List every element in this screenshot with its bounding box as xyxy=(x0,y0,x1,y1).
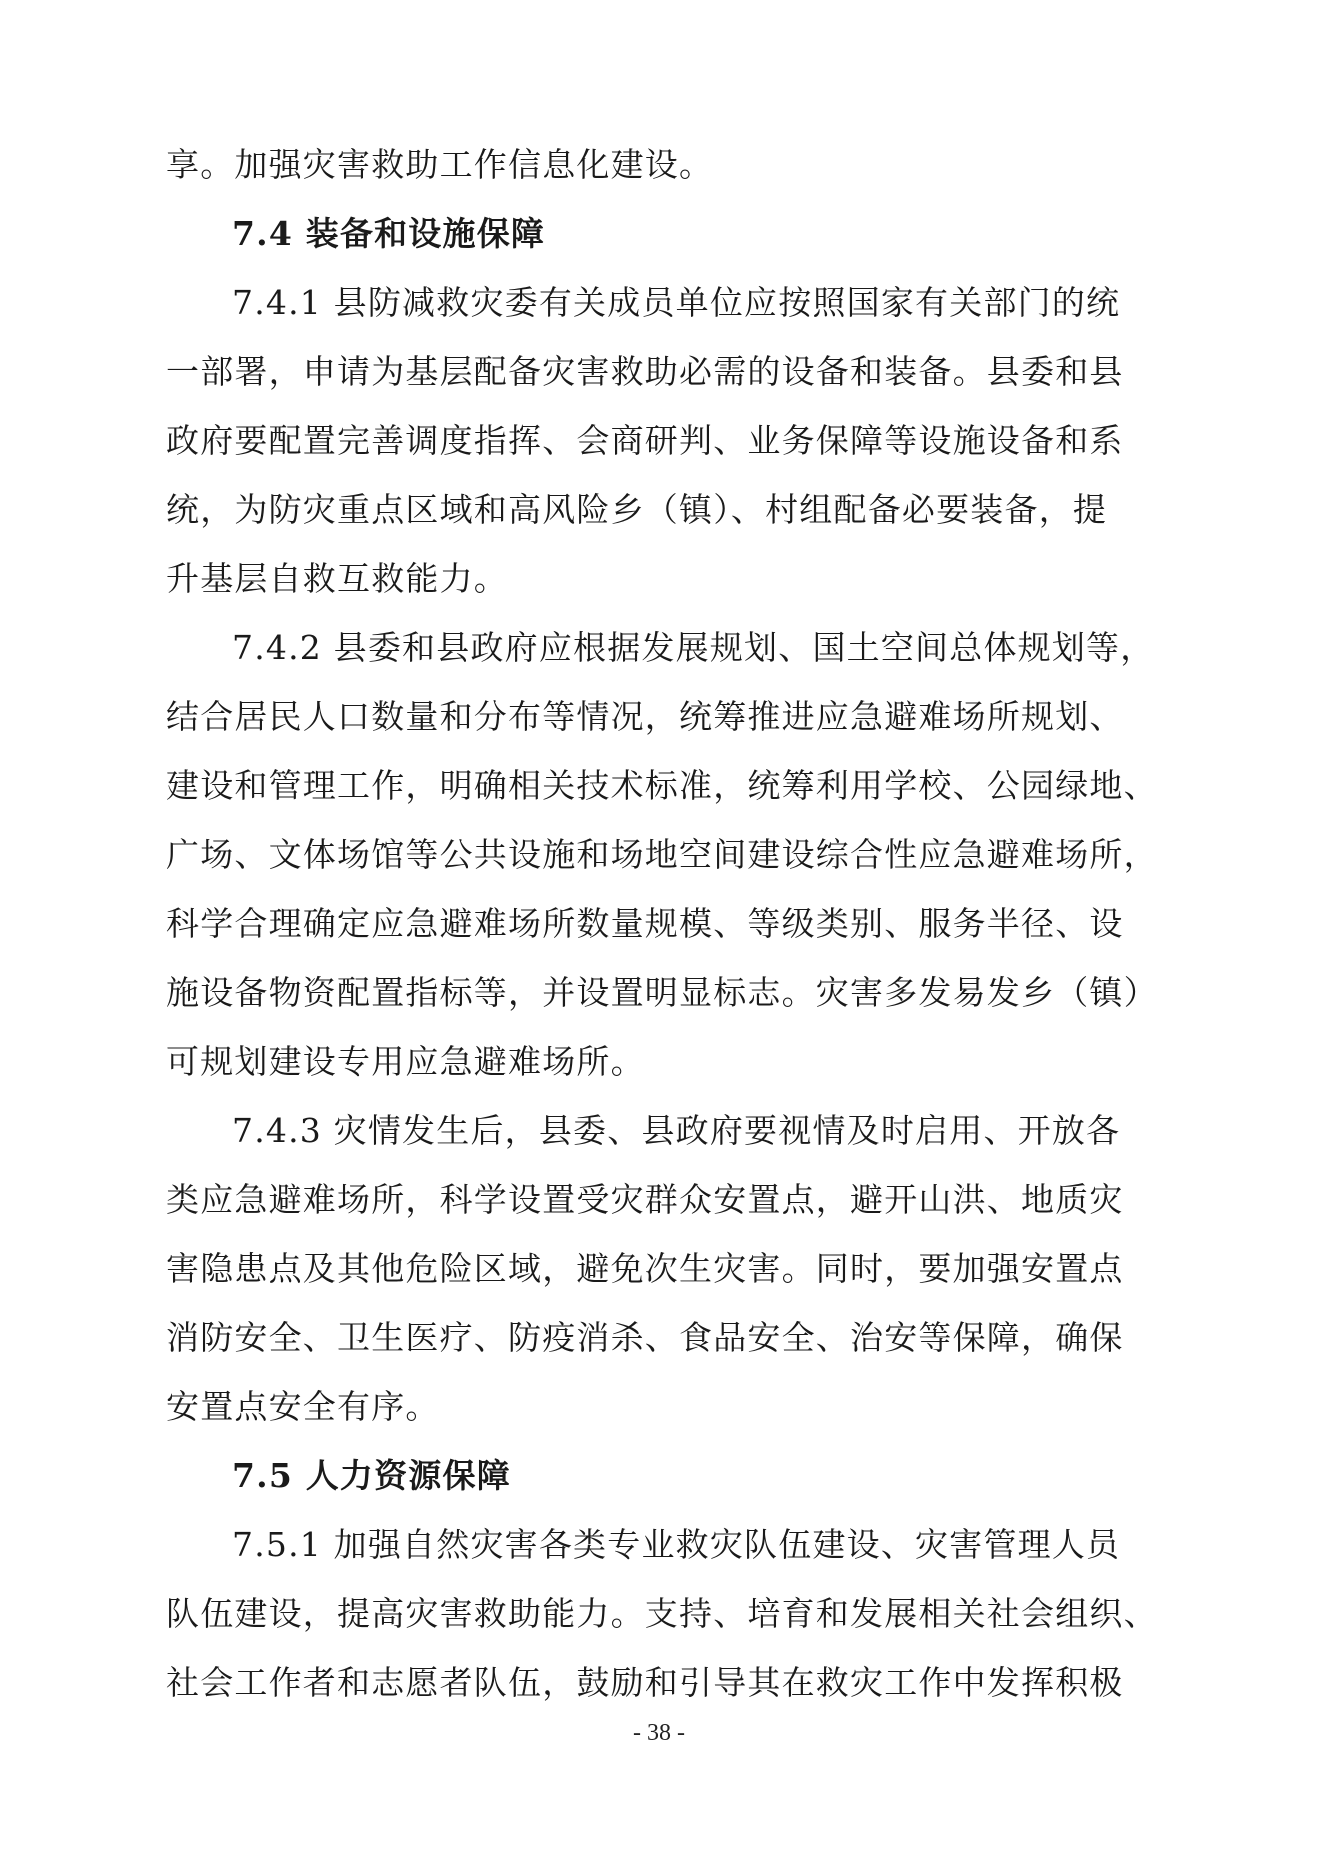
text-line: 建设和管理工作，明确相关技术标准，统筹利用学校、公园绿地、 xyxy=(166,766,1158,805)
text-line: 害隐患点及其他危险区域，避免次生灾害。同时，要加强安置点 xyxy=(166,1249,1124,1288)
paragraph-7-5-1-start: 7.5.1 加强自然灾害各类专业救灾队伍建设、灾害管理人员 xyxy=(232,1525,1121,1564)
text-line: 施设备物资配置指标等，并设置明显标志。灾害多发易发乡（镇） xyxy=(166,973,1158,1012)
text-line: 广场、文体场馆等公共设施和场地空间建设综合性应急避难场所， xyxy=(166,835,1158,874)
section-heading-7-5: 7.5 人力资源保障 xyxy=(232,1456,511,1495)
paragraph-7-4-1-start: 7.4.1 县防减救灾委有关成员单位应按照国家有关部门的统 xyxy=(232,283,1121,322)
text-line: 一部署，申请为基层配备灾害救助必需的设备和装备。县委和县 xyxy=(166,352,1124,391)
text-line: 社会工作者和志愿者队伍，鼓励和引导其在救灾工作中发挥积极 xyxy=(166,1663,1124,1702)
paragraph-7-4-3-start: 7.4.3 灾情发生后，县委、县政府要视情及时启用、开放各 xyxy=(232,1111,1121,1150)
text-line: 升基层自救互救能力。 xyxy=(166,559,508,598)
text-line: 消防安全、卫生医疗、防疫消杀、食品安全、治安等保障，确保 xyxy=(166,1318,1124,1357)
text-line: 政府要配置完善调度指挥、会商研判、业务保障等设施设备和系 xyxy=(166,421,1124,460)
paragraph-7-4-2-start: 7.4.2 县委和县政府应根据发展规划、国土空间总体规划等， xyxy=(232,628,1155,667)
text-line: 结合居民人口数量和分布等情况，统筹推进应急避难场所规划、 xyxy=(166,697,1124,736)
text-line: 科学合理确定应急避难场所数量规模、等级类别、服务半径、设 xyxy=(166,904,1124,943)
page-number: - 38 - xyxy=(633,1720,685,1746)
text-line: 安置点安全有序。 xyxy=(166,1387,440,1426)
text-line: 统，为防灾重点区域和高风险乡（镇）、村组配备必要装备，提 xyxy=(166,490,1108,529)
text-line: 可规划建设专用应急避难场所。 xyxy=(166,1042,645,1081)
section-heading-7-4: 7.4 装备和设施保障 xyxy=(232,214,546,253)
text-line: 享。加强灾害救助工作信息化建设。 xyxy=(166,145,714,184)
text-line: 队伍建设，提高灾害救助能力。支持、培育和发展相关社会组织、 xyxy=(166,1594,1158,1633)
document-body xyxy=(166,130,1158,1717)
text-line: 类应急避难场所，科学设置受灾群众安置点，避开山洪、地质灾 xyxy=(166,1180,1124,1219)
